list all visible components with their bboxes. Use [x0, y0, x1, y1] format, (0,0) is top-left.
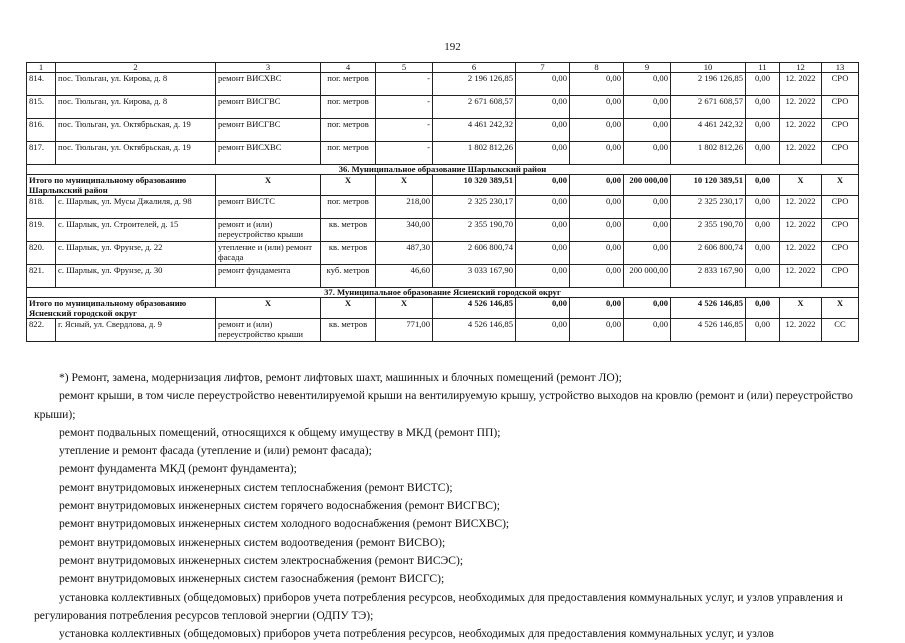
footnote-line: ремонт внутридомовых инженерных систем горячего водоснабжения (ремонт ВИСГВС); — [59, 499, 501, 513]
cell-f3: 0,00 — [624, 219, 671, 242]
total-x0: Х — [216, 175, 321, 196]
total-f4: 10 120 389,51 — [671, 175, 746, 196]
footnote-line: ремонт внутридомовых инженерных систем холодного водоснабжения (ремонт ВИСХВС); — [59, 517, 510, 531]
cell-f3: 0,00 — [624, 119, 671, 142]
col-header: 13 — [822, 63, 859, 73]
cell-total: 2 196 126,85 — [433, 73, 516, 96]
header-row — [27, 63, 859, 73]
cell-date: 12. 2022 — [780, 96, 822, 119]
cell-unit: кв. метров — [321, 219, 376, 242]
cell-unit: пог. метров — [321, 96, 376, 119]
footnote-line: утепление и ремонт фасада (утепление и (или) ремонт фасада); — [59, 444, 372, 458]
total-row — [27, 298, 859, 319]
cell-date: 12. 2022 — [780, 219, 822, 242]
cell-total: 2 325 230,17 — [433, 196, 516, 219]
table-row — [27, 265, 859, 288]
total-f4: 4 526 146,85 — [671, 298, 746, 319]
footnotes — [34, 369, 874, 643]
footnote-line: ремонт подвальных помещений, относящихся к общему имуществу в МКД (ремонт ПП); — [59, 425, 501, 439]
total-x4: Х — [780, 175, 822, 196]
col-header: 9 — [624, 63, 671, 73]
cell-kind: СРО — [822, 119, 859, 142]
cell-unit: пог. метров — [321, 119, 376, 142]
cell-f5: 0,00 — [746, 119, 780, 142]
total-x1: Х — [321, 175, 376, 196]
cell-addr: пос. Тюльган, ул. Кирова, д. 8 — [56, 73, 216, 96]
cell-addr: с. Шарлык, ул. Строителей, д. 15 — [56, 219, 216, 242]
cell-f4: 4 461 242,32 — [671, 119, 746, 142]
cell-f1: 0,00 — [516, 219, 570, 242]
col-header: 3 — [216, 63, 321, 73]
cell-qty: 46,60 — [376, 265, 433, 288]
cell-work: ремонт ВИСГВС — [216, 96, 321, 119]
cell-unit: пог. метров — [321, 196, 376, 219]
program-table — [26, 62, 859, 342]
cell-date: 12. 2022 — [780, 265, 822, 288]
cell-date: 12. 2022 — [780, 196, 822, 219]
footnote-line: ремонт внутридомовых инженерных систем газоснабжения (ремонт ВИСГС); — [59, 572, 445, 586]
col-header: 8 — [570, 63, 624, 73]
cell-unit: куб. метров — [321, 265, 376, 288]
table-row — [27, 242, 859, 265]
cell-work: утепление и (или) ремонт фасада — [216, 242, 321, 265]
cell-addr: пос. Тюльган, ул. Октябрьская, д. 19 — [56, 142, 216, 165]
col-header: 6 — [433, 63, 516, 73]
cell-n: 821. — [27, 265, 56, 288]
footnote-line: установка коллективных (общедомовых) приборов учета потребления ресурсов, необходимых для предоставления коммунальных услуг, и узлов — [59, 627, 774, 641]
col-header: 2 — [56, 63, 216, 73]
total-f5: 0,00 — [746, 175, 780, 196]
footnote-line: ремонт внутридомовых инженерных систем водоотведения (ремонт ВИСВО); — [59, 535, 446, 549]
table-row — [27, 119, 859, 142]
total-x2: Х — [376, 175, 433, 196]
cell-qty: - — [376, 142, 433, 165]
cell-f1: 0,00 — [516, 242, 570, 265]
footnote-line: ремонт крыши, в том числе переустройство невентилируемой крыши на вентилируемую крышу, устройство выходов на кровлю (ремонт и (или) переустройство крыши); — [34, 389, 853, 421]
cell-kind: СРО — [822, 265, 859, 288]
footnote-line: ремонт внутридомовых инженерных систем теплоснабжения (ремонт ВИСТС); — [59, 480, 453, 494]
cell-date: 12. 2022 — [780, 242, 822, 265]
cell-f1: 0,00 — [516, 265, 570, 288]
cell-unit: пог. метров — [321, 142, 376, 165]
cell-f1: 0,00 — [516, 96, 570, 119]
total-f3: 200 000,00 — [624, 175, 671, 196]
cell-n: 818. — [27, 196, 56, 219]
cell-total: 2 606 800,74 — [433, 242, 516, 265]
cell-f2: 0,00 — [570, 265, 624, 288]
total-f1: 0,00 — [516, 298, 570, 319]
total-x5: Х — [822, 175, 859, 196]
cell-f5: 0,00 — [746, 196, 780, 219]
cell-f1: 0,00 — [516, 142, 570, 165]
footnote-line: ремонт внутридомовых инженерных систем электроснабжения (ремонт ВИСЭС); — [59, 553, 464, 567]
cell-f2: 0,00 — [570, 96, 624, 119]
total-label: Итого по муниципальному образованию Шарлыкский район — [27, 175, 216, 196]
cell-f3: 0,00 — [624, 96, 671, 119]
total-x1: Х — [321, 298, 376, 319]
col-header: 7 — [516, 63, 570, 73]
total-x0: Х — [216, 298, 321, 319]
cell-f2: 0,00 — [570, 196, 624, 219]
cell-f4: 2 606 800,74 — [671, 242, 746, 265]
cell-f2: 0,00 — [570, 142, 624, 165]
cell-f2: 0,00 — [570, 219, 624, 242]
cell-f2: 0,00 — [570, 319, 624, 342]
cell-f1: 0,00 — [516, 119, 570, 142]
total-label: Итого по муниципальному образованию Ясненский городской округ — [27, 298, 216, 319]
cell-f3: 0,00 — [624, 319, 671, 342]
cell-f5: 0,00 — [746, 219, 780, 242]
cell-f3: 200 000,00 — [624, 265, 671, 288]
table-row — [27, 142, 859, 165]
cell-f5: 0,00 — [746, 142, 780, 165]
cell-n: 819. — [27, 219, 56, 242]
table-body — [27, 63, 859, 342]
cell-f5: 0,00 — [746, 242, 780, 265]
cell-n: 815. — [27, 96, 56, 119]
cell-f4: 4 526 146,85 — [671, 319, 746, 342]
total-f3: 0,00 — [624, 298, 671, 319]
section-row — [27, 165, 859, 175]
cell-n: 820. — [27, 242, 56, 265]
cell-kind: СРО — [822, 73, 859, 96]
cell-qty: - — [376, 73, 433, 96]
cell-addr: с. Шарлык, ул. Фрунзе, д. 22 — [56, 242, 216, 265]
cell-f4: 2 833 167,90 — [671, 265, 746, 288]
cell-kind: СРО — [822, 142, 859, 165]
footnote-line: установка коллективных (общедомовых) приборов учета потребления ресурсов, необходимых для предоставления коммунальных услуг, и узлов управления и регулирования потребления ресурсов тепловой энергии (ОДПУ ТЭ); — [34, 590, 843, 622]
section-row — [27, 288, 859, 298]
cell-kind: СРО — [822, 242, 859, 265]
cell-work: ремонт ВИСГВС — [216, 119, 321, 142]
cell-f4: 2 196 126,85 — [671, 73, 746, 96]
cell-n: 814. — [27, 73, 56, 96]
cell-f2: 0,00 — [570, 73, 624, 96]
cell-f1: 0,00 — [516, 73, 570, 96]
cell-kind: СРО — [822, 96, 859, 119]
col-header: 1 — [27, 63, 56, 73]
cell-unit: кв. метров — [321, 319, 376, 342]
cell-n: 822. — [27, 319, 56, 342]
section-title: 36. Муниципальное образование Шарлыкский район — [27, 165, 859, 175]
cell-work: ремонт ВИСХВС — [216, 142, 321, 165]
page-number: 192 — [444, 41, 461, 53]
total-f1: 0,00 — [516, 175, 570, 196]
cell-addr: г. Ясный, ул. Свердлова, д. 9 — [56, 319, 216, 342]
col-header: 12 — [780, 63, 822, 73]
cell-unit: пог. метров — [321, 73, 376, 96]
cell-addr: с. Шарлык, ул. Мусы Джалиля, д. 98 — [56, 196, 216, 219]
cell-f4: 1 802 812,26 — [671, 142, 746, 165]
cell-total: 2 355 190,70 — [433, 219, 516, 242]
cell-date: 12. 2022 — [780, 319, 822, 342]
cell-f3: 0,00 — [624, 142, 671, 165]
cell-f5: 0,00 — [746, 319, 780, 342]
total-f5: 0,00 — [746, 298, 780, 319]
total-total: 4 526 146,85 — [433, 298, 516, 319]
cell-total: 2 671 608,57 — [433, 96, 516, 119]
cell-addr: пос. Тюльган, ул. Кирова, д. 8 — [56, 96, 216, 119]
table-row — [27, 196, 859, 219]
cell-unit: кв. метров — [321, 242, 376, 265]
cell-qty: 218,00 — [376, 196, 433, 219]
cell-f4: 2 355 190,70 — [671, 219, 746, 242]
table-row — [27, 219, 859, 242]
cell-total: 3 033 167,90 — [433, 265, 516, 288]
col-header: 5 — [376, 63, 433, 73]
cell-kind: СС — [822, 319, 859, 342]
cell-addr: с. Шарлык, ул. Фрунзе, д. 30 — [56, 265, 216, 288]
cell-work: ремонт ВИСХВС — [216, 73, 321, 96]
cell-f2: 0,00 — [570, 119, 624, 142]
cell-qty: 771,00 — [376, 319, 433, 342]
cell-f5: 0,00 — [746, 73, 780, 96]
total-x2: Х — [376, 298, 433, 319]
total-total: 10 320 389,51 — [433, 175, 516, 196]
total-f2: 0,00 — [570, 298, 624, 319]
cell-kind: СРО — [822, 219, 859, 242]
cell-date: 12. 2022 — [780, 119, 822, 142]
cell-f4: 2 325 230,17 — [671, 196, 746, 219]
cell-f3: 0,00 — [624, 73, 671, 96]
cell-f5: 0,00 — [746, 96, 780, 119]
footnote-line: *) Ремонт, замена, модернизация лифтов, ремонт лифтовых шахт, машинных и блочных помещений (ремонт ЛО); — [59, 371, 622, 384]
cell-f3: 0,00 — [624, 196, 671, 219]
cell-addr: пос. Тюльган, ул. Октябрьская, д. 19 — [56, 119, 216, 142]
total-f2: 0,00 — [570, 175, 624, 196]
cell-work: ремонт ВИСТС — [216, 196, 321, 219]
cell-qty: - — [376, 96, 433, 119]
cell-f1: 0,00 — [516, 196, 570, 219]
total-x4: Х — [780, 298, 822, 319]
cell-work: ремонт и (или) переустройство крыши — [216, 219, 321, 242]
cell-qty: 487,30 — [376, 242, 433, 265]
cell-f1: 0,00 — [516, 319, 570, 342]
total-x5: Х — [822, 298, 859, 319]
cell-total: 4 461 242,32 — [433, 119, 516, 142]
col-header: 11 — [746, 63, 780, 73]
cell-f3: 0,00 — [624, 242, 671, 265]
cell-date: 12. 2022 — [780, 142, 822, 165]
cell-n: 816. — [27, 119, 56, 142]
table-row — [27, 73, 859, 96]
col-header: 4 — [321, 63, 376, 73]
col-header: 10 — [671, 63, 746, 73]
cell-qty: - — [376, 119, 433, 142]
cell-f2: 0,00 — [570, 242, 624, 265]
footnote-line: ремонт фундамента МКД (ремонт фундамента); — [59, 462, 297, 476]
table-row — [27, 96, 859, 119]
cell-total: 4 526 146,85 — [433, 319, 516, 342]
cell-f5: 0,00 — [746, 265, 780, 288]
table-row — [27, 319, 859, 342]
cell-qty: 340,00 — [376, 219, 433, 242]
cell-work: ремонт и (или) переустройство крыши — [216, 319, 321, 342]
cell-work: ремонт фундамента — [216, 265, 321, 288]
cell-f4: 2 671 608,57 — [671, 96, 746, 119]
cell-total: 1 802 812,26 — [433, 142, 516, 165]
total-row — [27, 175, 859, 196]
cell-n: 817. — [27, 142, 56, 165]
section-title: 37. Муниципальное образование Ясненский городской округ — [27, 288, 859, 298]
cell-date: 12. 2022 — [780, 73, 822, 96]
cell-kind: СРО — [822, 196, 859, 219]
